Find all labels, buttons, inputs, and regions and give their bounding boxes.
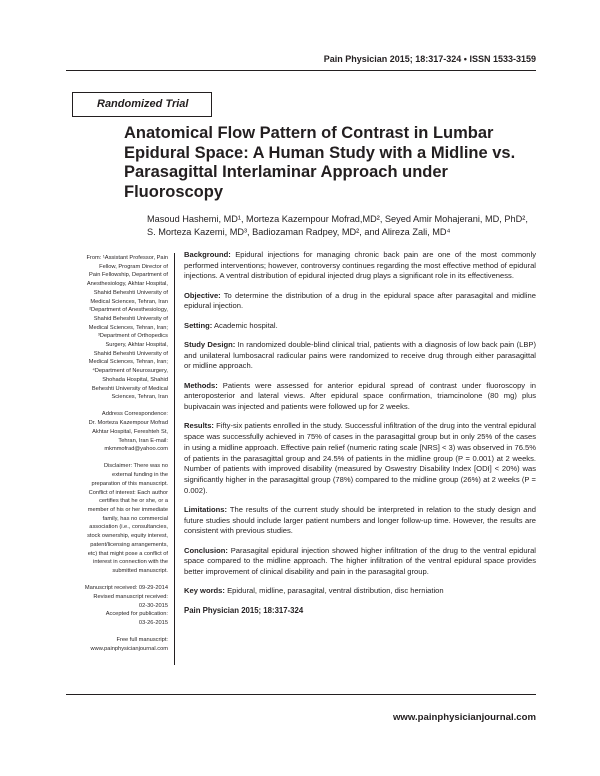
keywords-text: Epidural, midline, parasagital, ventral distribution, disc herniation (227, 586, 444, 596)
conclusion-text: Parasagital epidural injection showed higher infiltration of the drug to the ventral epidural space compared to the midline approach. The higher infiltration of the ventral epidural space provides better improvement of clinical disability and pain in the parasagital group. (184, 545, 536, 577)
correspondence: Address Correspondence: Dr. Morteza Kazempour Mofrad Akhtar Hospital, Fereshteh St, Tehran, Iran E-mail: mkmmofrad@yahoo.com (88, 411, 168, 453)
background-label: Background: (184, 250, 231, 259)
abstract-keywords (184, 586, 536, 597)
abstract-methods (184, 381, 536, 413)
article-title: Anatomical Flow Pattern of Contrast in Lumbar Epidural Space: A Human Study with a Midline vs. Parasagittal Interlaminar Approach under Fluoroscopy (124, 124, 516, 201)
objective-label: Objective: (184, 290, 221, 300)
free-manuscript-note: Free full manuscript: www.painphysicianjournal.com (90, 637, 168, 652)
abstract (184, 250, 536, 625)
design-text: In randomized double-blind clinical trial, patients with a diagnosis of low back pain (LBP) and unilateral lumbosacral radicular pains were randomized to receive drug through either parasagittal or midline approach. (184, 340, 536, 371)
limitations-text: The results of the current study should be interpreted in relation to the study design and future studies should include larger patient numbers and longer follow-up time. However, the results are consistent with previous studies. (184, 504, 536, 536)
abstract-study-design (184, 340, 536, 372)
journal-citation-header: Pain Physician 2015; 18:317-324 • ISSN 1533-3159 (323, 54, 536, 64)
column-divider (174, 253, 175, 665)
abstract-objective (184, 291, 536, 312)
manuscript-dates: Manuscript received: 09-29-2014 Revised manuscript received: 02-30-2015 Accepted for publication: 03-26-2015 (84, 585, 168, 626)
methods-text: Patients were assessed for anterior epidural spread of contrast under fluoroscopy in anteroposterior and lateral views. After epidural space confirmation, triamcinolone (80 mg) plus bupivacain was injected and patients were followed up for 2 weeks. (184, 380, 536, 412)
setting-text: Academic hospital. (213, 320, 278, 330)
abstract-results (184, 421, 536, 496)
limitations-label: Limitations: (184, 504, 228, 514)
affiliations: From: ¹Assistant Professor, Pain Fellow, Program Director of Pain Fellowship, Department of Anesthesiology, Akhtar Hospital, Shahid Beheshti University of Medical Sciences, Tehran, Iran ²Department of Anesthesiology, Shahid Beheshti University of Medical Sciences, Tehran, Iran; ³Department of Orthopedics Surgery, Akhtar Hospital, Shahid Beheshti University of Medical Sciences, Tehran, Iran; ⁴Department of Neurosurgery, Shohada Hospital, Shahid Beheshti University of Medical Sciences, Tehran, Iran (86, 255, 168, 401)
abstract-background (184, 250, 536, 282)
footer-rule (66, 694, 536, 695)
article-type-label: Randomized Trial (97, 98, 189, 110)
keywords-label: Key words: (184, 586, 225, 596)
conclusion-label: Conclusion: (184, 545, 228, 555)
abstract-citation: Pain Physician 2015; 18:317-324 (184, 605, 304, 615)
results-text: Fifty-six patients enrolled in the study. Successful infiltration of the drug into the ventral epidural space was successfully achieved in 75% of cases in the parasagittal group but in only 25% of the cases in using a midline approach. Effective pain relief (numeric rating scale [NRS] < 3) was observed in 76.5% of patients in the parasagittal group and 24.5% of patients in the midline group (P = 0.001) at 2 weeks. Number of patients with improved disability (measured by Oswestry Disability Index [ODI] < 20%) was significantly higher in the parasagittal group (78%) compared to the midline group (26%) at 2 weeks (P = 0.002). (184, 421, 536, 495)
article-type-box (72, 92, 212, 117)
journal-website[interactable]: www.painphysicianjournal.com (392, 712, 536, 723)
header-rule (66, 70, 536, 71)
objective-text: To determine the distribution of a drug in the epidural space after parasagital and midline epidural injection. (184, 290, 536, 311)
methods-label: Methods: (184, 380, 218, 390)
abstract-limitations (184, 505, 536, 537)
background-text: Epidural injections for managing chronic back pain are one of the most commonly performed interventions; however, controversy continues regarding the most effective method of epidural injections. A ventral distribution of epidural injected drug plays a significant role in its effectiveness. (184, 250, 536, 281)
sidebar-notes (66, 254, 168, 662)
results-label: Results: (184, 421, 214, 431)
disclaimer: Disclaimer: There was no external funding in the preparation of this manuscript. Conflict of interest: Each author certifies that he or she, or a member of his or her immediate family, has no commercial association (i.e., consultancies, stock ownership, equity interest, patent/licensing arrangements, etc) that might pose a conflict of interest in connection with the submitted manuscript. (87, 463, 168, 574)
abstract-setting (184, 321, 536, 332)
abstract-conclusion (184, 546, 536, 578)
author-list: Masoud Hashemi, MD¹, Morteza Kazempour Mofrad,MD², Seyed Amir Mohajerani, MD, PhD², S. Morteza Kazemi, MD³, Badiozaman Radpey, MD², and Alireza Zali, MD⁴ (147, 214, 528, 237)
setting-label: Setting: (184, 320, 213, 330)
design-label: Study Design: (184, 340, 236, 349)
